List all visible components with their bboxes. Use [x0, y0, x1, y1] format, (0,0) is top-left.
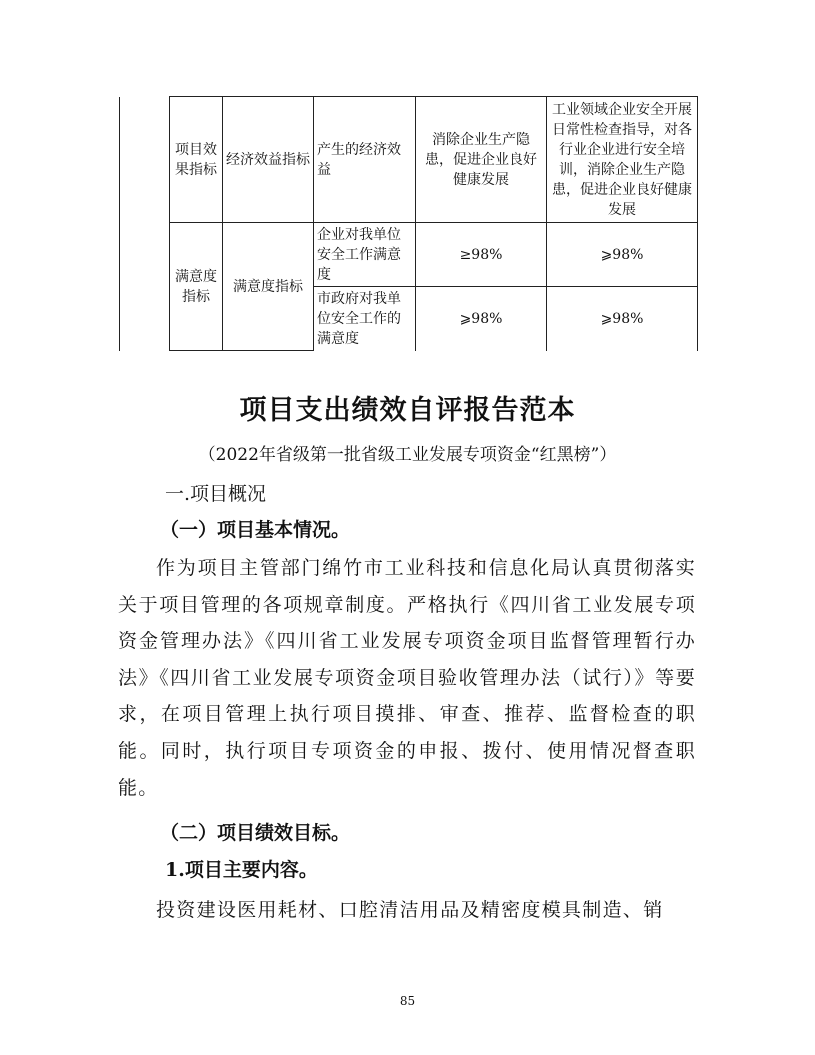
table-cell: 工业领域企业安全开展日常性检查指导，对各行业企业进行安全培训，消除企业生产隐患，促进企业良好健康发展 [547, 97, 698, 223]
paragraph: 投资建设医用耗材、口腔清洁用品及精密度模具制造、销 [156, 899, 664, 921]
table-cell: 满意度指标 [170, 223, 223, 351]
table-cell: ⩾98% [547, 223, 698, 287]
page-subtitle: （2022年省级第一批省级工业发展专项资金“红黑榜”） [198, 445, 617, 465]
performance-table [119, 96, 698, 351]
subsection-heading: （二）项目绩效目标。 [160, 822, 351, 844]
table-cell: ⩾98% [416, 287, 547, 351]
section-heading: 一.项目概况 [165, 483, 267, 505]
table-cell: 市政府对我单位安全工作的满意度 [314, 287, 416, 351]
paragraph: 作为项目主管部门绵竹市工业科技和信息化局认真贯彻落实关于项目管理的各项规章制度。严格执行《四川省工业发展专项资金管理办法》《四川省工业发展专项资金项目监督管理暂行办法》《四川省工业发展专项资金项目验收管理办法（试行）》等要求，在项目管理上执行项目摸排、审查、推荐、监督检查的职能。同时，执行项目专项资金的申报、拨付、使用情况督查职能。 [118, 557, 696, 799]
table-cell: 满意度指标 [223, 223, 314, 351]
subsection-heading: 1.项目主要内容。 [165, 859, 318, 881]
table-row [120, 223, 698, 287]
table-cell: ≥98% [416, 223, 547, 287]
subsection-heading: （一）项目基本情况。 [160, 519, 351, 541]
table-row [120, 97, 698, 223]
table-cell: 项目效果指标 [170, 97, 223, 223]
page-number: 85 [399, 994, 416, 1008]
table-cell: ⩾98% [547, 287, 698, 351]
table-cell [120, 97, 170, 351]
table-cell: 产生的经济效益 [314, 97, 416, 223]
table-cell: 企业对我单位安全工作满意度 [314, 223, 416, 287]
page-title: 项目支出绩效自评报告范本 [239, 395, 576, 426]
table-cell: 经济效益指标 [223, 97, 314, 223]
table-cell: 消除企业生产隐患，促进企业良好健康发展 [416, 97, 547, 223]
